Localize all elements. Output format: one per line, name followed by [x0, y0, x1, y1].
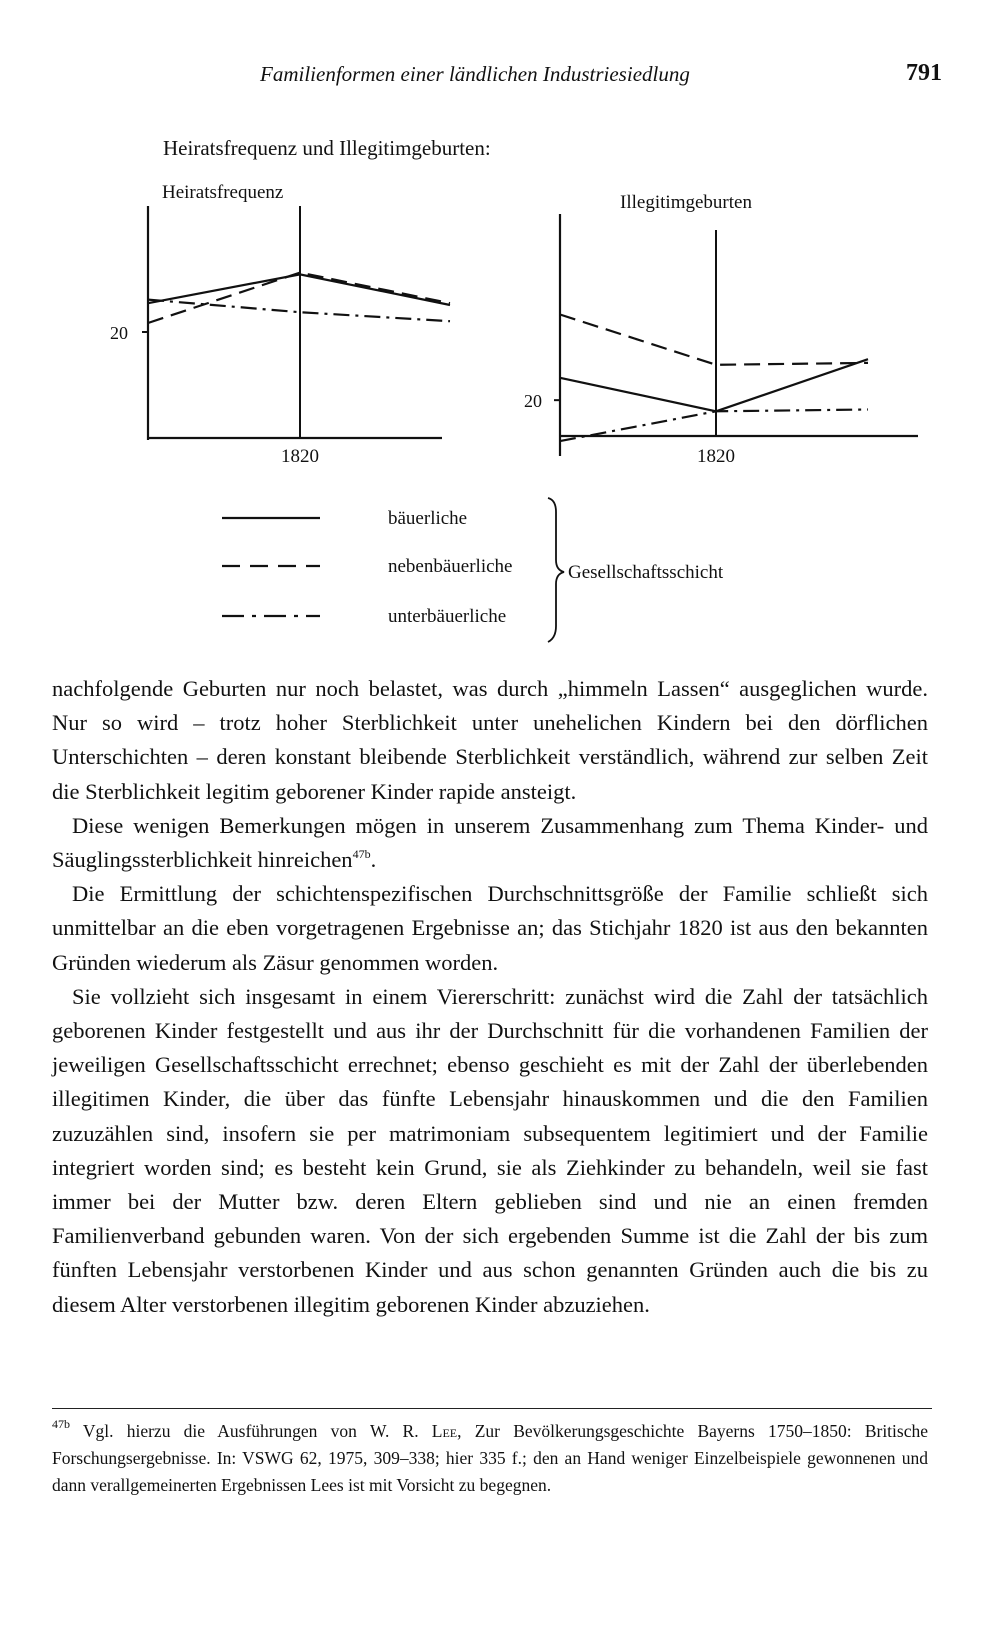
- legend-label-dashed: nebenbäuerliche: [388, 556, 513, 577]
- legend-label-solid: bäuerliche: [388, 508, 468, 529]
- footnote-text-1: Vgl. hierzu die Ausführungen von: [70, 1421, 371, 1441]
- x-tick-label-1820: 1820: [281, 446, 319, 467]
- legend: [222, 498, 724, 642]
- chart-heiratsfrequenz: [110, 182, 450, 467]
- figure-caption: Heiratsfrequenz und Illegitimgeburten:: [163, 136, 491, 160]
- x-tick-label-1820: 1820: [697, 446, 735, 467]
- paragraph-4: Sie vollzieht sich insgesamt in einem Viererschritt: zunächst wird die Zahl der tatsächlich geborenen Kinder festgestellt und aus ihr der Durchschnitt für die vorhandenen Familien der jeweiligen Gesellschaftsschicht errechnet; ebenso geschieht es mit der Zahl der überlebenden illegitimen Kinder, die über das fünfte Lebensjahr hinauskommen und die den Familien zuzuzählen sind, insofern sie per matrimoniam subsequentem legitimiert und der Familie integriert worden sind; es besteht kein Grund, sie als Ziehkinder zu behandeln, weil sie fast immer bei der Mutter bzw. deren Eltern geblieben sind und nie an einen fremden Familienverband gebunden waren. Von der sich ergebenden Summe ist die Zahl der bis zum fünften Lebensjahr verstorbenen Kinder und aus schon genannten Gründen auch die bis zu diesem Alter verstorbenen illegitim geborenen Kinder abzuziehen.: [52, 983, 928, 1317]
- paragraph-2: [52, 809, 928, 877]
- body-text: [52, 672, 928, 1322]
- page-number: 791: [906, 60, 942, 86]
- footnote-47b: [52, 1418, 928, 1499]
- footnote-text-2: , Zur Bevölkerungsgeschichte Bayerns 1750–1850: Britische Forschungsergebnisse. In: VSWG 62, 1975, 309–338; hier 335 f.; den an Hand weniger Einzelbeispiele gewonnenen und dann verallgemeinerten Ergebnissen Lees ist mit Vorsicht zu begegnen.: [52, 1421, 928, 1495]
- y-tick-label: 20: [524, 391, 542, 412]
- chart-title: Illegitimgeburten: [620, 192, 752, 213]
- footnote-ref-47b[interactable]: 47b: [352, 847, 371, 862]
- legend-title: Gesellschaftsschicht: [568, 562, 724, 583]
- footnote-rule: [52, 1408, 932, 1409]
- legend-label-dashdot: unterbäuerliche: [388, 606, 507, 627]
- paragraph-1: nachfolgende Geburten nur noch belastet, was durch „himmeln Lassen“ ausgeglichen wurde. Nur so wird – trotz hoher Sterblichkeit unter unehelichen Kindern bei den dörflichen Unterschichten – deren konstant bleibende Sterblichkeit verständlich, während zur selben Zeit die Sterblichkeit legitim geborener Kinder rapide ansteigt.: [52, 676, 928, 804]
- footnote-marker: 47b: [52, 1417, 70, 1431]
- paragraph-2-end: .: [370, 847, 377, 873]
- y-tick-label: 20: [110, 323, 128, 343]
- paragraph-2-text: Diese wenigen Bemerkungen mögen in unserem Zusammenhang zum Thema Kinder- und Säuglingssterblichkeit hinreichen: [52, 812, 928, 873]
- running-head: Familienformen einer ländlichen Industriesiedlung: [260, 62, 690, 86]
- legend-brace: [548, 498, 564, 642]
- figure-charts: [0, 0, 1000, 660]
- series-line-solid: [560, 359, 868, 411]
- footnote-author: W. R. Lee: [370, 1421, 458, 1441]
- series-line-dashed: [560, 315, 868, 365]
- chart-illegitimgeburten: [524, 192, 918, 467]
- chart-title: Heiratsfrequenz: [162, 182, 284, 203]
- paragraph-3: Die Ermittlung der schichtenspezifischen Durchschnittsgröße der Familie schließt sich unmittelbar an die eben vorgetragenen Ergebnisse an; das Stichjahr 1820 ist aus den bekannten Gründen wiederum als Zäsur genommen worden.: [52, 881, 928, 975]
